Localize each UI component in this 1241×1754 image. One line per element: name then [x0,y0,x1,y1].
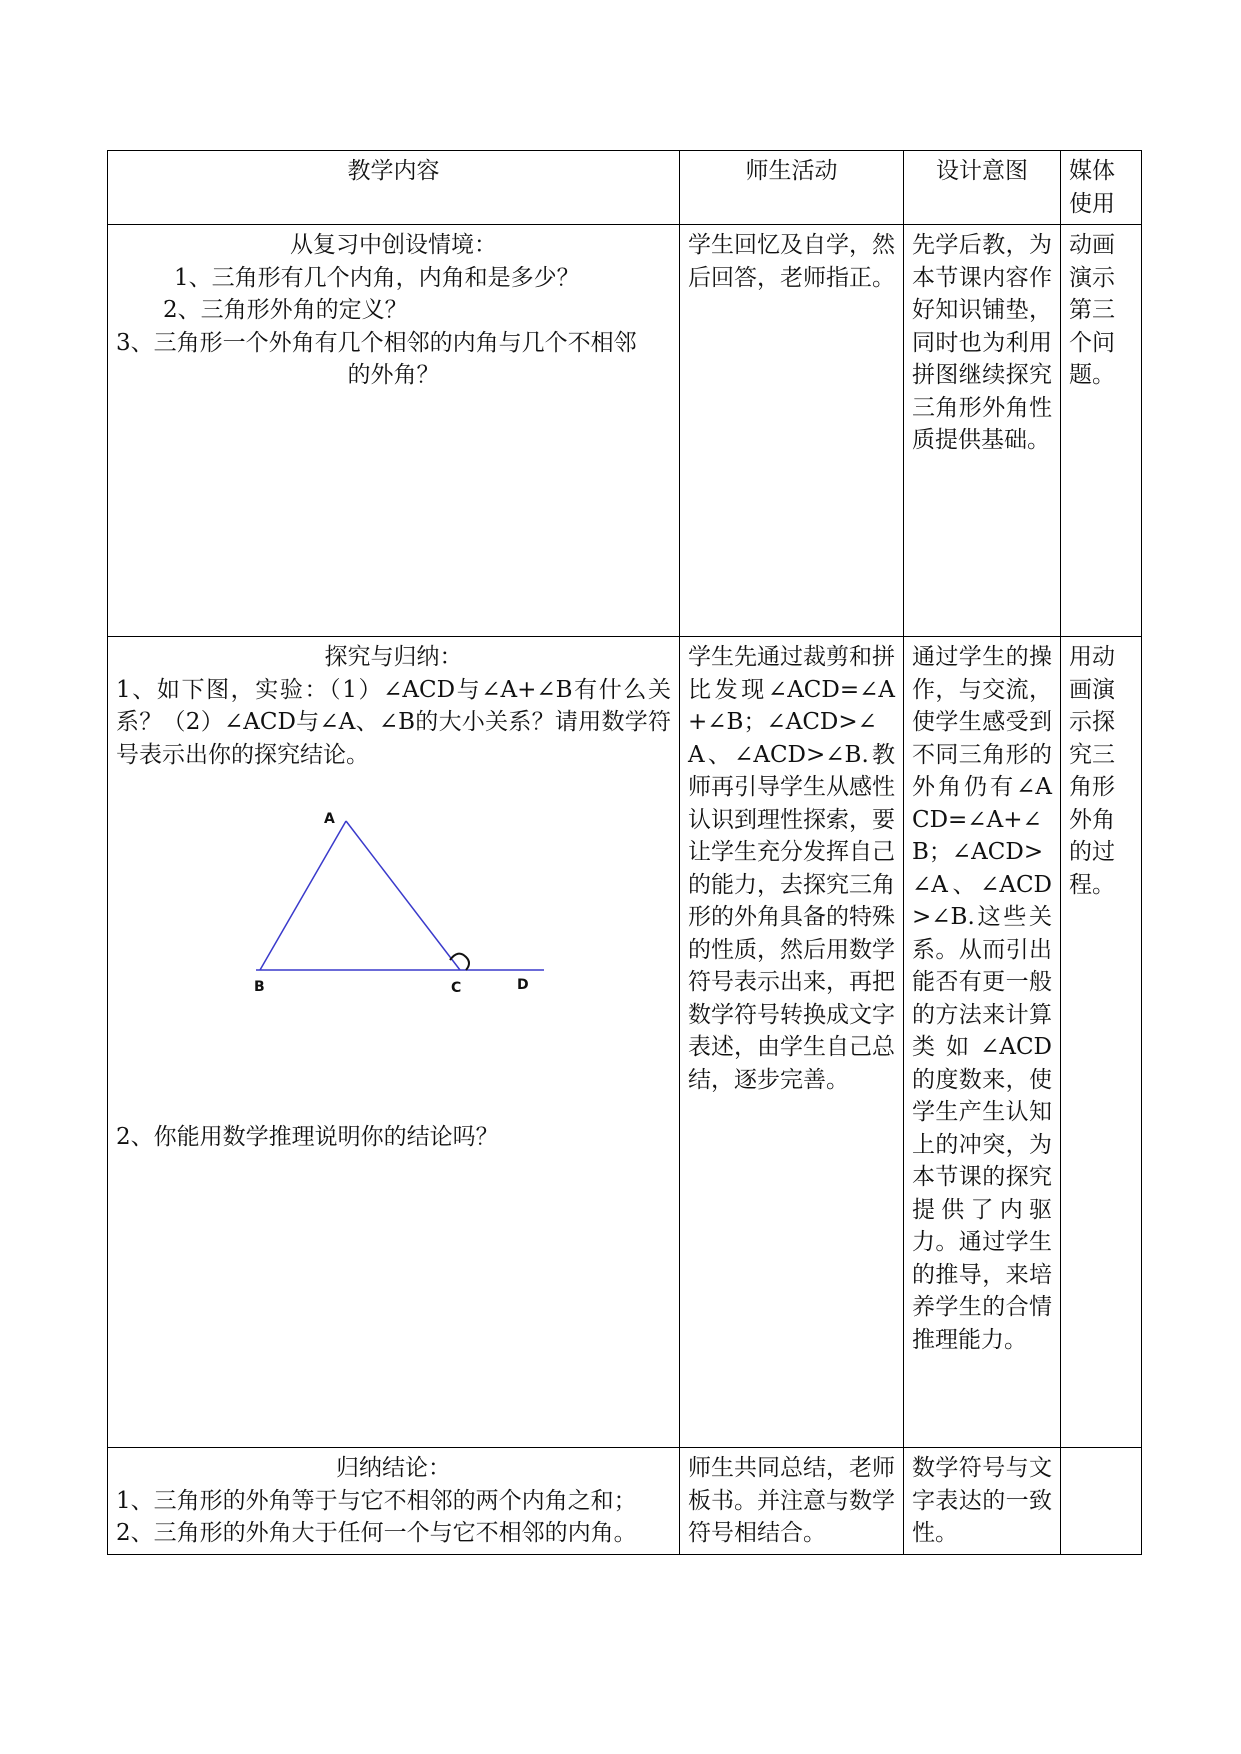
label-b: B [254,979,265,995]
conclusion-intent-cell: 数学符号与文字表达的一致性。 [904,1448,1061,1555]
conclusion-content-cell [108,1448,680,1555]
table-row [108,637,1142,1448]
side-ab [260,821,346,970]
triangle-figure [116,789,688,1019]
header-row [108,151,1142,225]
explore-experiment: 1、如下图，实验：（1）∠ACD与∠A+∠B有什么关系？（2）∠ACD与∠A、∠B的大小关系？请用数学符号表示出你的探究结论。 [116,676,671,768]
explore-media-cell: 用动画演示探究三角形外角的过程。 [1061,637,1142,1448]
triangle-diagram [116,789,688,1019]
review-title: 从复习中创设情境： [290,232,497,258]
review-intent-cell: 先学后教，为本节课内容作好知识铺垫，同时也为利用拼图继续探究三角形外角性质提供基础。 [904,225,1061,637]
review-activity-cell: 学生回忆及自学，然后回答，老师指正。 [680,225,904,637]
table-row [108,1448,1142,1555]
header-media: 媒体使用 [1061,151,1142,225]
conclusion-title: 归纳结论： [336,1455,451,1481]
conclusion-1: 1、三角形的外角等于与它不相邻的两个内角之和； [116,1487,637,1514]
conclusion-activity-cell: 师生共同总结，老师板书。并注意与数学符号相结合。 [680,1448,904,1555]
label-a: A [324,811,335,827]
explore-intent-cell: 通过学生的操作，与交流，使学生感受到不同三角形的外角仍有∠ACD=∠A+∠B；∠ACD>∠A、∠ACD>∠B.这些关系。从而引出能否有更一般的方法来计算类如∠ACD的度数来，使学生产生认知上的冲突，为本节课的探究提供了内驱力。通过学生的推导，来培养学生的合情推理能力。 [904,637,1061,1448]
explore-activity-cell: 学生先通过裁剪和拼比发现∠ACD=∠A+∠B；∠ACD>∠A、∠ACD>∠B.教师再引导学生从感性认识到理性探索，要让学生充分发挥自己的能力，去探究三角形的外角具备的特殊的性质，然后用数学符号表示出来，再把数学符号转换成文字表述，由学生自己总结，逐步完善。 [680,637,904,1448]
review-question-3-continued: 的外角？ [347,362,440,388]
explore-reasoning: 2、你能用数学推理说明你的结论吗？ [116,1124,499,1150]
label-c: C [451,980,462,996]
side-ac [346,821,460,970]
header-content: 教学内容 [108,151,680,225]
review-media-cell: 动画演示第三个问题。 [1061,225,1142,637]
explore-title: 探究与归纳： [324,644,463,670]
conclusion-2: 2、三角形的外角大于任何一个与它不相邻的内角。 [116,1520,637,1546]
review-question-2: 2、三角形外角的定义？ [163,297,408,323]
lesson-plan-table [107,150,1142,1555]
review-question-1: 1、三角形有几个内角，内角和是多少？ [174,264,580,291]
review-content-cell [108,225,680,637]
header-activity: 师生活动 [680,151,904,225]
explore-content-cell [108,637,680,1448]
review-question-3: 3、三角形一个外角有几个相邻的内角与几个不相邻 [116,329,637,356]
table-row [108,225,1142,637]
conclusion-media-cell [1061,1448,1142,1555]
header-intent: 设计意图 [904,151,1061,225]
label-d: D [517,977,529,993]
